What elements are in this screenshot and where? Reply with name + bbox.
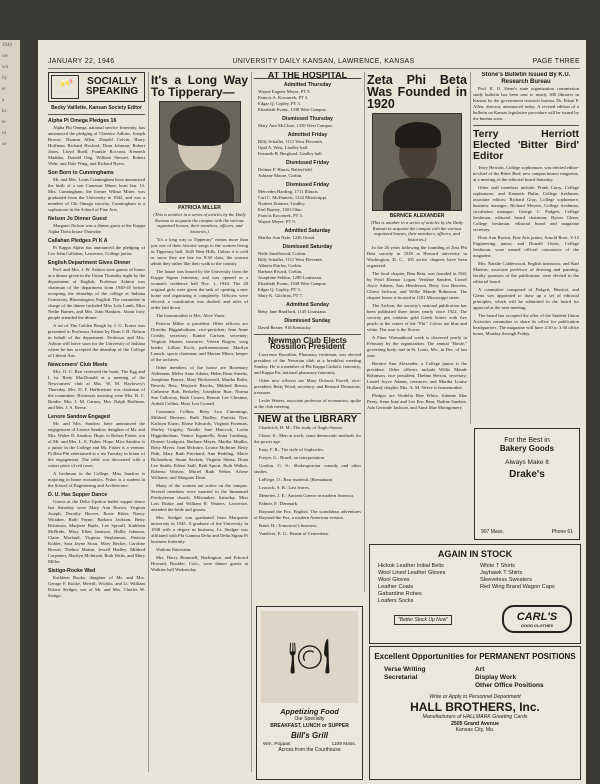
hospital-patient: Kenneth B. Berglund, Lindley hall. bbox=[258, 151, 323, 156]
drakes-line3: Always Make It bbox=[505, 459, 549, 466]
store-item: Wool Gloves bbox=[378, 577, 410, 583]
society-item-head: D. U. Has Supper Dance bbox=[48, 492, 108, 498]
society-item-text: Pi Kappa Alpha has announced the pledging of Leo John Callahan, Lawrence, College junior. bbox=[48, 245, 145, 256]
bills-owner: Wm. Poppas bbox=[263, 742, 291, 747]
library-book: Freyre, G.: Brazil, an interpretation. bbox=[259, 455, 326, 460]
hospital-group-head: Dismissed Thursday bbox=[282, 116, 333, 122]
hall-position: Other Office Positions bbox=[475, 682, 544, 689]
hospital-patient: Edgar Q. Copley, PT 3. bbox=[258, 287, 301, 292]
stone-paragraph: Prof. E. O. Stene's state organization commission study bulletin has been sent to nearly 300 libraries in Kansas by the government research bureau, Dr. Ethan P. Allen, director, announced today. A revised edition of a bulletin on Kansas legislative procedure will be issued by the bureau soon. bbox=[473, 86, 579, 121]
society-item-head: Sistigo-Rooke Wed bbox=[48, 568, 96, 574]
stone-body bbox=[473, 86, 579, 122]
terry-paragraph: Mrs. Natalie Calderwood, English instructor, and Karl Mattern, associate professor of drawing and painting, faculty sponsors of the publication, were elected to the editorial board. bbox=[473, 261, 579, 284]
society-item-head: Son Born to Cunninghams bbox=[48, 170, 114, 176]
society-masthead bbox=[48, 72, 145, 102]
society-item-text: Alpha Phi Omega, national service fraternity, has announced the pledging of Clarence Adkins, Joseph Brown, Thomas Allen, Donald Colvin, Harry Hoffman, Richard Hosford, Dean Johnson, Robert Jones, Lloyd Buell, Frankie Rocconi, Kenneth Maddux, Donald Ong, William Stewart, Robert Wehr, and Dale Wing, and Richard Byers. bbox=[48, 125, 145, 166]
bills-name: Bill's Grill bbox=[290, 731, 329, 740]
society-byline: Becky Vaillette, Kansan Society Editor bbox=[51, 105, 142, 111]
drakes-name: Drake's bbox=[509, 469, 545, 480]
hospital-group-head: Admitted Thursday bbox=[283, 82, 332, 88]
terry-paragraph: A committee composed of Padgett, Herriott, and Glenn was appointed to draw up a set of editorial principles, which will be submitted to the board for approval at the next meeting. bbox=[473, 287, 579, 310]
hospital-patient: Wayne Eugene Meyer, PT 9. bbox=[258, 89, 311, 94]
miller-photo-caption: (This is another in a series of articles by the Daily Kansan to acquaint the campus with the various organized houses, their members, officers, and histories.) bbox=[153, 212, 246, 234]
store-item: White T Shirts bbox=[480, 563, 515, 569]
library-book: Chadwick, H. M.: The study of Anglo-Saxon. bbox=[259, 425, 343, 430]
newman-headline: Newman Club Elects Rossillon President bbox=[268, 336, 347, 351]
bills-grill-ad bbox=[256, 606, 363, 780]
strip-line: ec bbox=[2, 87, 7, 92]
running-head-page: PAGE THREE bbox=[532, 58, 580, 65]
society-item-head: Nelson Jo Dinner Guest bbox=[48, 216, 107, 222]
alexander-photo-caption: (This is another in a series of articles by the Daily Kansan to acquaint the campus with the various organized houses, their members, officers, and histories.) bbox=[370, 220, 464, 242]
society-item-text: Mrs. O. C. Barr reviewed the book, The Egg and I, by Betty MacDonald at a meeting of the Newcomers' club at Mrs. W. M. Haylowry's Thursday. Mrs. D. F. Hoffmeister was chairman of the committee. Hostesses assisting were Mrs. R. C. Brodie, Mrs. J. M. Carney, Mrs. Ralph Huffman, and Mrs. J. A. Reese. bbox=[48, 369, 145, 410]
hospital-patient: Norbert Zimmer, Lindley. bbox=[258, 201, 306, 206]
society-item-text: A set of The Golden Bough by J. G. Frazer was presented to Professor Ashton by Dean J. H. Nelson in behalf of the department. Professor and Mrs. Ashton will leave soon for the University of Indiana where he has accepted the deanship of the College of Liberal Arts. bbox=[48, 323, 145, 358]
store-item: Gabardine Robes bbox=[378, 591, 422, 597]
library-book: Leacock, S. B.: Last leaves. bbox=[259, 485, 311, 490]
newman-paragraph: Leslie Waters, associate professor of economics, spoke at the club meeting. bbox=[254, 398, 361, 409]
strip-line: a bbox=[2, 98, 5, 103]
drakes-address: 907 Mass. bbox=[481, 529, 505, 535]
tipperary-paragraph: Constance Collins, Betty Lou Cummings, Mildred Dieterer, Ruth Dudley, Patricia Dye, Kathryn Eaton, Eloise Edwards, Virginia Foreman, Shirley Grigsby, Natalie Jane Hancock, Lorita Higginbotham, Venice Ingamells, Anita Lansburg, Doreen Lindquist, Barbara Meyer, Martha Mudlin, Betty Myers, Joan McIntire, Louise McIntire, Betty Park, Mary Ruth Pritchard, Ann Redding, Marie Richardson, Susan Sackett, Virginia Shena, Dona Lee Smith, Eileen Stall, Beth Sprott, Ruth Walker, Roberta Watson, Muriel Ruth Weber, Arlene Williams, and Margaret Dean. bbox=[151, 409, 248, 481]
hospital-patient: Francis Koconrek, PT 3. bbox=[258, 213, 303, 218]
carls-logo: CARL'S GOOD CLOTHES bbox=[502, 605, 572, 633]
newspaper-page bbox=[38, 40, 586, 784]
column-society bbox=[48, 72, 145, 772]
hospital-patient: Barbara Rivard, Corbin. bbox=[258, 269, 303, 274]
bills-tagline: Across from the Courthouse bbox=[278, 747, 341, 753]
tipperary-body bbox=[151, 237, 248, 573]
hall-position: Secretarial bbox=[384, 674, 418, 681]
terry-headline: Terry Herriott Elected 'Bitter Bird' Editor bbox=[473, 128, 579, 162]
hospital-patient: Edgar Q. Copley, PT 3. bbox=[258, 101, 301, 106]
society-item-head: Newcomers' Club Meets bbox=[48, 362, 108, 368]
hall-line: Manufacturers of HALLMARK Greeting Cards bbox=[422, 714, 528, 720]
strip-line: ow bbox=[2, 54, 9, 59]
library-book: Vandiver, E. G.: Boone of Centerdam. bbox=[259, 531, 330, 536]
drakes-phone: Phone 61 bbox=[551, 529, 573, 535]
hall-call: Write or Apply to Personnel Department bbox=[429, 694, 521, 700]
store-title: AGAIN IN STOCK bbox=[437, 549, 513, 559]
hospital-group-head: Admitted Saturday bbox=[284, 228, 331, 234]
library-headline: NEW at the LIBRARY bbox=[257, 414, 358, 425]
society-item-text: Prof. and Mrs. J. W. Ashton were guests of honor at a dinner given in the Union Thursday night by the department of English. Professor Ashton was chairman of the department from 1940-45 before accepting the deanship of the college at Indiana University, Bloomington, English. The committee in charge of the dinner included Miss Lela Lamb, Miss Nellie Barnes, and Mrs. John Hankins. About forty people attended the dinner. bbox=[48, 267, 145, 320]
hall-position: Display Work bbox=[475, 674, 517, 681]
terry-body bbox=[473, 165, 579, 337]
stone-headline: Stone's Bulletin Issued By K.U. Research Bureau bbox=[481, 72, 571, 85]
society-item-head: Callahan Pledges Pi K A bbox=[48, 238, 108, 244]
hall-line: Kansas City, Mo. bbox=[455, 727, 495, 733]
hospital-patient: Betty Jane Bradford, 1145 Louisiana. bbox=[258, 309, 327, 314]
drakes-bakery-ad bbox=[474, 428, 580, 540]
column-tipperary bbox=[151, 72, 248, 772]
store-item: Hickok Leather Initial Belts bbox=[378, 563, 444, 569]
hall-brothers-ad bbox=[369, 646, 581, 780]
hospital-group-head: Admitted Friday bbox=[287, 132, 328, 138]
tipperary-paragraph: The house was leased by the University from the Kappa Sigma fraternity, and was opened as a women's residence hall Nov. 1, 1944. The 20 original girls were given the task of opening a new home and organizing it completely. Officers were elected, a constitution was drafted, and rules of order laid down. bbox=[151, 269, 248, 311]
drakes-line2: Bakery Goods bbox=[499, 444, 555, 453]
strip-line: 1946 bbox=[2, 43, 12, 48]
hospital-patient: Mary K. Gilchrist, PT 7. bbox=[258, 293, 303, 298]
strip-line: ce bbox=[2, 142, 7, 147]
bills-meals: BREAKFAST, LUNCH or SUPPER bbox=[270, 722, 349, 729]
hospital-patient: Martha Ann Nafe, 1246 Oread. bbox=[258, 235, 316, 240]
store-item: Loafers Socks bbox=[378, 598, 414, 604]
store-items-left bbox=[378, 563, 470, 605]
tipperary-paragraph: Watkins Entertains bbox=[156, 547, 191, 553]
library-book: Rand, H.: Tomorrow's business. bbox=[259, 523, 318, 528]
zeta-paragraph: A Finer Womanhood week is observed yearly in February by the organization. The annual "Boule," governing body, met in St. Louis, Mo., in Dec. of last year. bbox=[367, 335, 467, 359]
society-item-text: A freshman in the College, Miss Sandow is majoring in home economics. Fisher is a student in the School of Engineering and Architecture. bbox=[48, 471, 145, 488]
zeta-paragraph: Pledges are Verdelia Mae White, Johnnie Mae Peery, Irene June and Lee Eric Bear, Nadine Sanders, Ada Gertrude Jackson, and Anna Mae Montgomery. bbox=[367, 393, 467, 411]
library-book: LaFarge, O.: Raw material. (Romanian) bbox=[259, 477, 333, 482]
hospital-headline: AT THE HOSPITAL bbox=[254, 72, 361, 79]
hospital-patient: Alberta Shirley, Corbin. bbox=[258, 263, 303, 268]
store-item: Sleeveless Sweaters bbox=[480, 577, 532, 583]
hospital-patient: Mary Ann McClure, 1339 West Campus. bbox=[258, 123, 334, 128]
running-head-paper: UNIVERSITY DAILY KANSAN, LAWRENCE, KANSAS bbox=[232, 58, 415, 65]
hospital-patient: Billy Schaller, 1111 West Eleventh. bbox=[258, 139, 323, 144]
hospital-group-head: Admitted Sunday bbox=[286, 302, 329, 308]
hospital-list bbox=[254, 82, 361, 331]
hospital-patient: Elizabeth Evans, 1338 West Campus. bbox=[258, 281, 327, 286]
hospital-group-head: Dismissed Friday bbox=[286, 160, 329, 166]
library-book: Gordon, G. S.: Shakespearian comedy and other studies. bbox=[254, 463, 361, 474]
bills-headline: Appetizing Food bbox=[280, 707, 339, 716]
dining-couple-illustration: 🍽 bbox=[261, 611, 358, 703]
terry-paragraph: Dora Ann Brown, Fine Arts junior, Arnold Rose, V-12 Engineering junior, and Donald Owen, College freshman, were named official cartoonists of the magazine. bbox=[473, 235, 579, 258]
society-title: SOCIALLY SPEAKING bbox=[85, 76, 139, 97]
society-item-text: Mr. and Mrs. Sandow have announced the engagement of Lenore Sandow, daughter of Mr. and Mrs. Walter D. Sandow, Hope, to Robert Fisher, son of Mr. and Mrs. L. E. Fisher, Hope. Miss Sandow is a junior in the College and Mr. Fisher is a veteran. Pi Beta Phi entertained at a tea Tuesday in honor of the engagement. The table was decorated with a center piece of red roses. bbox=[48, 421, 145, 468]
society-item-head: English Department Gives Dinner bbox=[48, 260, 131, 266]
running-head bbox=[48, 58, 580, 69]
store-item: Jayhawk T Shirts bbox=[480, 570, 523, 576]
society-item-head: Alpha Pi Omega Pledges 16 bbox=[48, 118, 117, 124]
hospital-group-head: Dismissed Sunday bbox=[284, 318, 331, 324]
hall-position: Art bbox=[475, 666, 485, 673]
hospital-patient: Nelle Smallwood, Corbin. bbox=[258, 251, 307, 256]
hospital-group-head: Dismissed Saturday bbox=[282, 244, 333, 250]
store-item: Leather Coats bbox=[378, 584, 414, 590]
hospital-patient: Carl C. McDaniels, 1322 Mississippi. bbox=[258, 195, 328, 200]
zeta-body bbox=[367, 245, 467, 411]
zeta-paragraph: The Archon, the sorority's national publication has been published three times yearly since 1922. The sorority pin contains gold Greek letters with five pearls in the center of the "Phi." Colors are blue and white. The rose is the flower. bbox=[367, 303, 467, 333]
strip-line: wn bbox=[2, 65, 9, 70]
column-zeta bbox=[367, 72, 467, 592]
bills-address: 1109 Mass. bbox=[331, 742, 356, 747]
newman-paragraph: Other new officers are Mary Dolores Farrell, vice-president; Betty Wood, secretary; and Bernard Desmarais, treasurer. bbox=[254, 378, 361, 395]
hospital-patient: Adriane Moore, Corbin. bbox=[258, 173, 303, 178]
drakes-line1: For the Best in bbox=[504, 437, 550, 444]
society-item-head: Lenore Sandow Engaged bbox=[48, 414, 110, 420]
hospital-patient: Francis A. Koconrek, PT 3. bbox=[258, 95, 309, 100]
hospital-patient: David Rexter, 916 Kentucky. bbox=[258, 325, 312, 330]
store-slogan: "Better Stock Up Now" bbox=[394, 615, 452, 625]
society-item-text: Margaret Nelson was a dinner guest at the Kappa Alpha Theta house Thursday. bbox=[48, 223, 145, 234]
adjacent-page-strip bbox=[0, 40, 20, 784]
society-item-text: Guests at the Delta Upsilon buffet supper dance last Saturday were Mary Ann Brown, Virginia Joseph, Dorothy Hoover, Rosie Ritter, Nancy Wittaker, Ruth Payne, Barbara Jackson, Betty Robinson, Marjorie Bayle, Lee Sproull, Kathleen McBride, Mary Ellen Jamison, Hollie Johnson, Claire Morland, Virginia Stephenson, Patricia Kohler, Sara Jayne Stout, Mary Becker, Caroline Brown, Thelma Martin, Jewell Hadley, Mildred Carpenter, Marilyn McIntosh, Ruth Walts, and Mary Miller. bbox=[48, 499, 145, 564]
hospital-patient: Josephine Seldon, 1200 Louisiana. bbox=[258, 275, 322, 280]
strip-line: lly bbox=[2, 76, 8, 81]
newman-body bbox=[254, 352, 361, 410]
society-items bbox=[48, 118, 145, 599]
hall-title: Excellent Opportunities for PERMANENT POSITIONS bbox=[374, 652, 576, 661]
tipperary-headline: It's a Long Way To Tipperary— bbox=[151, 73, 248, 99]
carls-clothing-ad bbox=[369, 544, 581, 644]
hospital-group-head: Dismissed Friday bbox=[286, 182, 329, 188]
zeta-headline: Zeta Phi Beta Was Founded in 1920 bbox=[367, 73, 467, 111]
society-item-text: Mr. and Mrs. Louis Cunningham have announced the birth of a son Cameron Miner, born Jan. 13. Mrs. Cunningham, the former Wilma Miner, was graduated from the University in 1942, and was a member of Chi Omega sorority. Cunningham is a sophomore in the School of Fine Arts. bbox=[48, 177, 145, 212]
tipperary-paragraph: Patricia Miller is president. Other officers are Dorothy Higginbotham, vice-president; Jean Anne Crosby, secretary; Eunice Carlsen, secretary; Virginia Shoner, treasurer; Vivien Rogers, song leader; Lillian Koch, parliamentarian; Marilyn Lansch, sports chairman; and Marian Minor, keeper of the archives. bbox=[151, 321, 248, 363]
library-book: Raynard the Fox. English. The scandalous adventures of Raynard the Fox, a modern American version. bbox=[254, 509, 361, 520]
tipperary-paragraph: "It's a long way to Tipperary" means more than just one of their favorite songs to the women living in Tipperary hall, 1645 West Hills. Unless it is cold or snow they are late for 8:30 class, the women admit they rather like their walk to the country. bbox=[151, 237, 248, 267]
hospital-patient: Mercedes Harding, 1711 Illinois. bbox=[258, 189, 319, 194]
library-book: Earp, F. R.: The style of Sophocles. bbox=[259, 447, 325, 452]
newman-paragraph: Lawrence Rossillon, Pharmacy freshman, was elected president of the Newman club at a breakfast meeting Sunday. He is a member of Phi Kappa Catholic fraternity, and Kappa Psi, national pharmacy fraternity. bbox=[254, 352, 361, 375]
store-item: Wool Lined Leather Gloves bbox=[378, 570, 446, 576]
miller-photo-name: PATRICIA MILLER bbox=[178, 205, 221, 211]
library-book: Chase, S.: Men at work; some democratic methods for the power age. bbox=[254, 433, 361, 444]
tipperary-paragraph: Many of the women are active on the campus. Several members were married in the Immanuel Presbyterian church, Milwaukee, Saturday. Miss Lois Roake and William R. Watters, Lawrence, attended the bride and groom. bbox=[151, 483, 248, 513]
hall-position bbox=[384, 682, 475, 690]
strip-line: te bbox=[2, 120, 6, 125]
bills-specialty: Our Specialty bbox=[294, 716, 325, 722]
hospital-patient: Billy Schaller, 1111 West Eleventh. bbox=[258, 257, 323, 262]
hospital-patient: Opal A. West, Lindley hall. bbox=[258, 145, 309, 150]
library-list bbox=[254, 425, 361, 537]
hospital-patient: Delmer F. Harris, Baileyfield. bbox=[258, 167, 313, 172]
hall-position: Verse Writing bbox=[384, 666, 426, 673]
alexander-photo-name: BERNICE ALEXANDER bbox=[389, 213, 445, 219]
library-book: Palmer, F.: Denmark. bbox=[259, 501, 299, 506]
terry-paragraph: Terry Herriott, College sophomore, was elected editor-in-chief of the Bitter Bird, new campus humor magazine, at a meeting of the editorial board Saturday. bbox=[473, 165, 579, 182]
society-item-text: Kathleen Rooke, daughter of Mr. and Mrs. George F. Rooke, Merrill, Wichita, and Lt. William Robert Stedger, son of Mr. and Mrs. Charles W. Sistigo. bbox=[48, 575, 145, 598]
strip-line: ru bbox=[2, 131, 7, 136]
tipperary-paragraph: Mrs. Harry Rummell, Burlington, and Edward Howard, Boulder, Colo., were dinner guests at Watkins hall Wednesday. bbox=[151, 555, 248, 573]
strip-line: ks bbox=[2, 109, 7, 114]
terry-paragraph: Other staff members include: Frank Curry, College sophomore, and Kenneth Hulin, College freshman, associate editors; Richard Gray, College sophomore, business manager; Richard Meyers, College freshman, circulation manager; George C. Padgett, College freshman, editorial board chairman; Byron Glenn, College freshman, editorial board and magazine secretary. bbox=[473, 185, 579, 232]
hospital-patient: Wayne Meyer, PT 9. bbox=[258, 219, 296, 224]
miller-portrait-photo bbox=[159, 101, 241, 203]
library-book: Menefee, J. E.: Ancient Greece in modern America. bbox=[259, 493, 355, 498]
hospital-patient: Elizabeth Evans, 1338 West Campus. bbox=[258, 107, 327, 112]
zeta-paragraph: The local chapter, Beta Beta, was founded in 1941 by Pearl Eleanor Logan, Verdane Sanders, Lionel Joyce Adams, Ann Henderson, Betty Lou Beavers, Gloria Jackson, and Willie Mande Robinson. The chapter house is located at 1101 Mississippi street. bbox=[367, 271, 467, 301]
store-items-right bbox=[480, 563, 572, 605]
zeta-paragraph: Bernice Ann Alexander, a College junior is the president. Other officers include Willie Maude Robinson, vice president; Thelma Herron, secretary; Lionel Joyce Adams, treasurer; and Martha Louise Holland, chaplin. Mrs. A. M. Neece is housemother. bbox=[367, 361, 467, 391]
hall-name: HALL BROTHERS, Inc. bbox=[410, 700, 540, 714]
champagne-glass-icon: 🥂 bbox=[51, 75, 79, 99]
hall-line: 2505 Grand Avenue bbox=[450, 720, 500, 727]
store-item: Red Wing Brand Wagon Caps bbox=[480, 584, 555, 590]
hospital-patient: Earl Barney, 1301 Ohio. bbox=[258, 207, 303, 212]
terry-paragraph: The board has accepted the offer of the Student Union Activities committee to share its office for publication headquarters. The magazine will have 2:30 to 3:30 office hours, Monday through Friday. bbox=[473, 313, 579, 336]
running-head-date: JANUARY 22, 1946 bbox=[48, 58, 115, 65]
tipperary-paragraph: Other members of the house are Rosemary Alderman, Melva Anne Aikens, Helen Dean Arnetts, Josephine Barney, Mary Beckerwell, Martha Bolin, Beverly Betz, Marjorie Brooks, Mildred Brown, Catherine Bub, Berkeley, Josephine Burr, Norma Sue Calloway, Ruth Cowen, Bonnie Lee Chestnut, Ardeth Collins, Mary Lou Conrad. bbox=[151, 365, 248, 407]
alexander-portrait-photo bbox=[372, 113, 462, 211]
tipperary-paragraph: Mrs. Stedger was graduated from Marquette university in 1945. A graduate of the University in 1938 with a degree in business, Lt. Stedger was affiliated with Phi Gamma Delta and Delta Sigma Pi business fraternity. bbox=[151, 515, 248, 545]
column-hospital bbox=[254, 72, 361, 632]
tipperary-paragraph: The housemother is Mrs. Alice Varns. bbox=[156, 313, 226, 319]
zeta-paragraph: In the 26 years following the founding of Zeta Phi Beta sorority in 1920 at Howard university in Washington, D. C., 105 active chapters have been organized. bbox=[367, 245, 467, 269]
